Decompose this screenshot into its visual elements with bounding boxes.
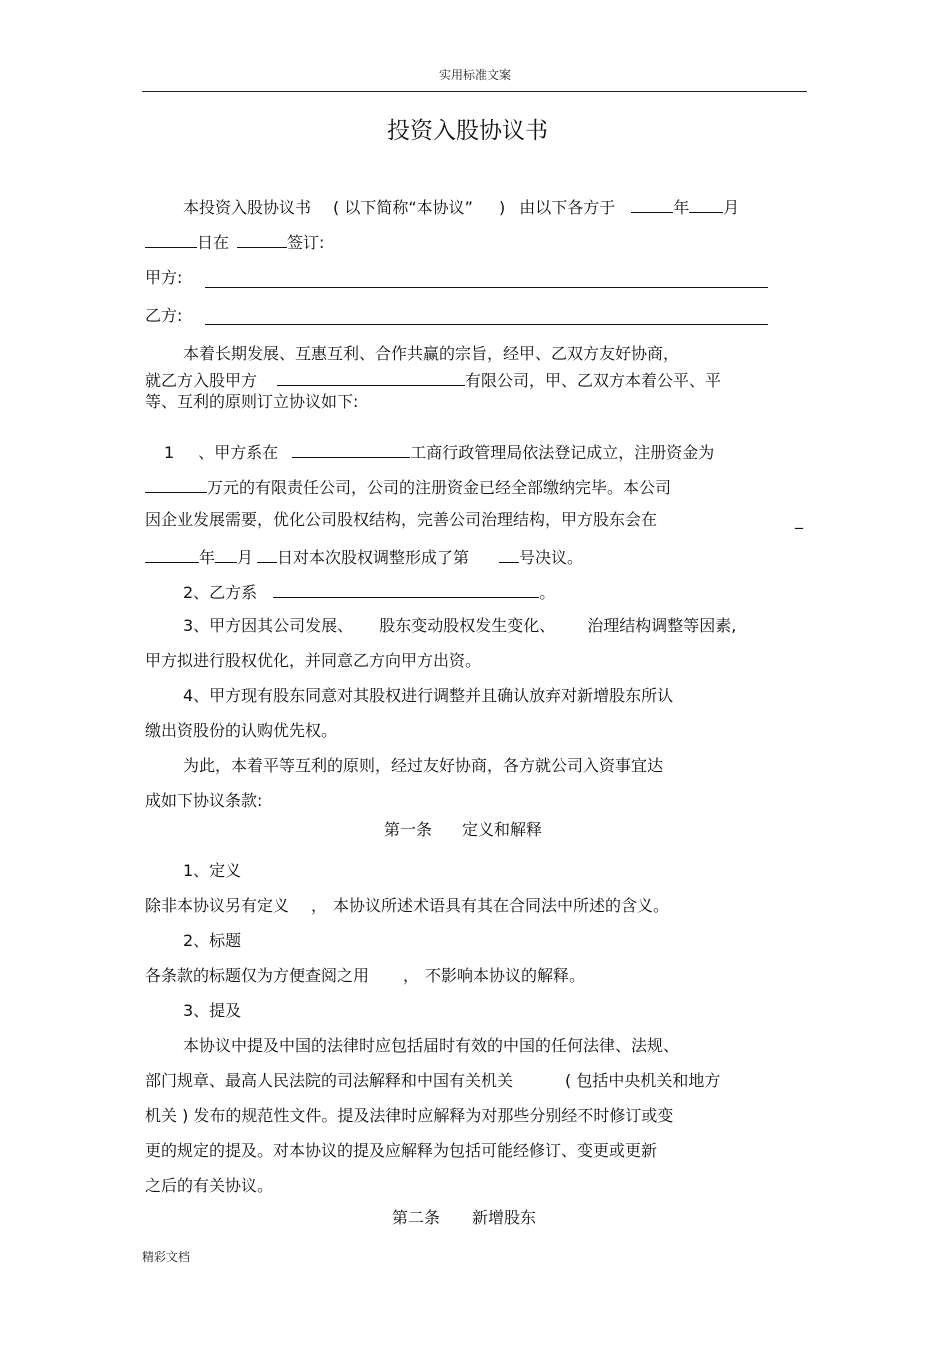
page-header: 实用标准文案 [438,68,511,82]
article-2-heading [392,1208,536,1228]
period: 。 [539,583,556,602]
text: 部门规章、最高人民法院的司法解释和中国有关机关 [145,1071,514,1090]
blank-company[interactable] [277,368,465,386]
month-label: 月 [723,198,740,217]
blank-year[interactable] [631,195,673,213]
document-title: 投资入股协议书 [387,118,548,144]
therefore-line-1: 为此，本着平等互利的原则，经过友好协商，各方就公司入资事宜达 [183,756,664,775]
recital-2 [183,580,555,603]
intro-text: 本投资入股协议书 [183,198,312,217]
section-3-line-1: 本协议中提及中国的法律时应包括届时有效的中国的任何法律、法规、 [183,1036,680,1055]
recital-1-line-4 [145,545,583,568]
recital-text-2: 工商行政管理局依法登记成立，注册资金为 [410,443,715,462]
party-b-label: 乙方: [145,306,183,325]
text: 各条款的标题仅为方便查阅之用 [145,966,370,985]
section-3-line-2 [145,1071,720,1091]
signed-label: 签订: [287,233,325,252]
text: 不影响本协议的解释。 [425,966,586,985]
section-3-line-4: 更的规定的提及。对本协议的提及应解释为包括可能经修订、变更或更新 [145,1141,658,1160]
recital-1-line-2 [145,475,671,498]
intro-paren: ) [498,198,506,217]
intro-line-1 [183,195,739,218]
section-3-line-5: 之后的有关协议。 [145,1176,274,1195]
header-rule [142,91,807,92]
preamble-line-1: 本着长期发展、互惠互利、合作共赢的宗旨，经甲、乙双方友好协商， [183,344,680,363]
blank-meeting-day[interactable] [257,545,277,563]
recital-number: 1 [164,443,175,462]
preamble-line-3: 等、互利的原则订立协议如下: [145,392,359,411]
preamble-text: 就乙方入股甲方 [145,371,258,390]
article-number: 第二条 [392,1208,441,1227]
recital-3-line-2: 甲方拟进行股权优化，并同意乙方向甲方出资。 [145,651,482,670]
recital-4-line-1: 4、甲方现有股东同意对其股权进行调整并且确认放弃对新增股东所认 [183,686,674,705]
text: 本协议所述术语具有其在合同法中所述的含义。 [333,896,670,915]
section-3-line-3: 机关 ) 发布的规范性文件。提及法律时应解释为对那些分别经不时修订或变 [145,1106,674,1125]
recital-text-3: 万元的有限责任公司，公司的注册资金已经全部缴纳完毕。本公司 [207,478,672,497]
intro-abbrev: ( 以下简称“本协议” [333,198,473,217]
recital-4-line-2: 缴出资股份的认购优先权。 [145,721,338,740]
section-2-title: 2、标题 [183,931,242,950]
recital-text-5: 号决议。 [519,548,584,567]
text: 除非本协议另有定义 [145,896,290,915]
article-number: 第一条 [384,820,433,839]
recital-text-3: 治理结构调整等因素, [587,616,737,635]
blank-party-b[interactable] [273,580,539,598]
blank-day[interactable] [145,230,197,248]
recital-text: 2、乙方系 [183,583,258,602]
year-label: 年 [199,548,216,567]
comma: ， [403,966,420,985]
section-2-text [145,966,585,986]
recital-text: 、甲方系在 [198,443,279,462]
blank-resolution[interactable] [499,545,519,563]
party-b-blank[interactable] [205,324,768,325]
preamble-line-2 [145,368,721,391]
comma: ， [311,896,328,915]
blank-registry[interactable] [292,440,410,458]
party-a-blank[interactable] [205,287,768,288]
blank-place[interactable] [237,230,287,248]
year-label: 年 [673,198,690,217]
text: ( 包括中央机关和地方 [565,1071,721,1090]
recital-text: 3、甲方因其公司发展、 [183,616,354,635]
blank-meeting-month[interactable] [215,545,237,563]
day-label: 日在 [197,233,230,252]
intro-line-2 [145,230,324,253]
recital-3-line-1 [183,616,736,636]
blank-meeting-year[interactable] [145,545,199,563]
month-label: 月 [237,548,254,567]
recital-text-2: 股东变动股权发生变化、 [379,616,556,635]
page-footer: 精彩文档 [142,1250,191,1264]
section-3-title: 3、提及 [183,1001,242,1020]
section-1-text [145,896,669,916]
recital-text-4: 日对本次股权调整形成了第 [277,548,470,567]
preamble-text-2: 有限公司，甲、乙双方本着公平、平 [465,371,722,390]
article-name: 新增股东 [472,1208,537,1227]
article-1-heading [384,820,542,840]
party-a-label: 甲方: [145,268,183,287]
intro-parties: 由以下各方于 [519,198,616,217]
recital-1-line-1 [164,440,714,463]
blank-month[interactable] [689,195,723,213]
section-1-title: 1、定义 [183,861,242,880]
recital-1-line-3: 因企业发展需要，优化公司股权结构，完善公司治理结构，甲方股东会在 [145,510,658,529]
article-name: 定义和解释 [462,820,543,839]
therefore-line-2: 成如下协议条款: [145,791,263,810]
blank-capital[interactable] [145,475,207,493]
dash-mark: _ [795,510,803,529]
